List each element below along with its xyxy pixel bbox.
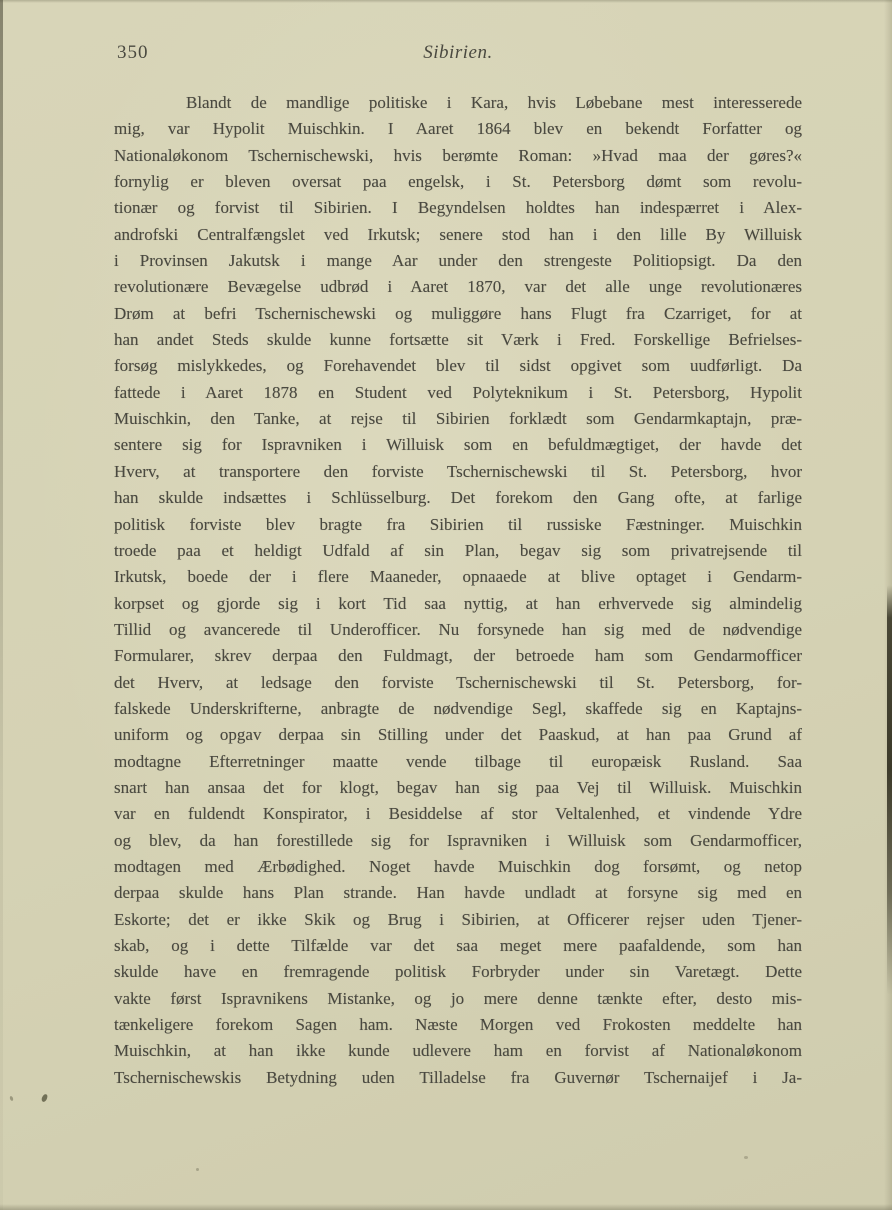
text-line: Formularer, skrev derpaa den Fuldmagt, der betroede ham som Gendarmofficer [114, 646, 802, 666]
paper-speck [744, 1156, 748, 1159]
text-line: vakte først Ispravnikens Mistanke, og jo mere denne tænkte efter, desto mis- [114, 988, 802, 1008]
text-line: troede paa et heldigt Udfald af sin Plan, begav sig som privatrejsende til [114, 540, 802, 560]
text-line: sentere sig for Ispravniken i Willuisk som en befuldmægtiget, der havde det [114, 435, 802, 455]
text-line: Muischkin, at han ikke kunde udlevere ham en forvist af Nationaløkonom [114, 1041, 802, 1061]
page-number: 350 [117, 42, 149, 63]
text-line: Hverv, at transportere den forviste Tschernischewski til St. Petersborg, hvor [114, 461, 802, 481]
text-line: forsøg mislykkedes, og Forehavendet blev til sidst opgivet som uudførligt. Da [114, 356, 802, 376]
text-line: tionær og forvist til Sibirien. I Begyndelsen holdtes han indespærret i Alex- [114, 198, 802, 218]
text-line: skab, og i dette Tilfælde var det saa meget mere paafaldende, som han [114, 936, 802, 955]
text-line: Blandt de mandlige politiske i Kara, hvis Løbebane mest interesserede [186, 93, 802, 112]
text-line: Eskorte; det er ikke Skik og Brug i Sibirien, at Officerer rejser uden Tjener- [114, 909, 802, 929]
text-line: det Hverv, at ledsage den forviste Tschernischewski til St. Petersborg, for- [114, 672, 802, 692]
text-line: korpset og gjorde sig i kort Tid saa nyttig, at han erhvervede sig almindelig [114, 593, 802, 613]
text-line: mig, var Hypolit Muischkin. I Aaret 1864 blev en bekendt Forfatter og [114, 119, 802, 139]
text-line: og blev, da han forestillede sig for Ispravniken i Willuisk som Gendarmofficer, [114, 830, 802, 850]
body-text [114, 90, 802, 1091]
page-edge-bottom [0, 1204, 892, 1210]
text-line: fornylig er bleven oversat paa engelsk, i St. Petersborg dømt som revolu- [114, 172, 802, 192]
paper-speck [41, 1093, 48, 1102]
text-line: revolutionære Bevægelse udbrød i Aaret 1870, var det alle unge revolutionæres [114, 277, 802, 297]
running-title: Sibirien. [423, 42, 493, 63]
text-line: modtagen med Ærbødighed. Noget havde Muischkin dog forsømt, og netop [114, 856, 802, 876]
page-edge-top [0, 0, 892, 3]
paper-speck [9, 1096, 14, 1102]
text-line: Drøm at befri Tschernischewski og muliggøre hans Flugt fra Czarriget, for at [114, 303, 802, 323]
text-line: Tillid og avancerede til Underofficer. Nu forsynede han sig med de nødvendige [114, 619, 802, 639]
text-line: skulde have en fremragende politisk Forbryder under sin Varetægt. Dette [114, 962, 802, 982]
text-line: modtagne Efterretninger maatte vende tilbage til europæisk Rusland. Saa [114, 751, 802, 771]
text-line: falskede Underskrifterne, anbragte de nødvendige Segl, skaffede sig en Kaptajns- [114, 698, 802, 718]
text-line: tænkeligere forekom Sagen ham. Næste Morgen ved Frokosten meddelte han [114, 1015, 802, 1035]
text-line: androfski Centralfængslet ved Irkutsk; senere stod han i den lille By Willuisk [114, 224, 802, 244]
page-header [114, 42, 802, 66]
paper-speck [196, 1168, 199, 1171]
text-line: fattede i Aaret 1878 en Student ved Polyteknikum i St. Petersborg, Hypolit [114, 382, 802, 402]
binding-shadow [887, 585, 892, 995]
text-line: politisk forviste blev bragte fra Sibirien til russiske Fæstninger. Muischkin [114, 514, 802, 534]
text-line: Irkutsk, boede der i flere Maaneder, opnaaede at blive optaget i Gendarm- [114, 567, 802, 587]
text-line: Nationaløkonom Tschernischewski, hvis berømte Roman: »Hvad maa der gøres?« [114, 145, 802, 165]
text-line: var en fuldendt Konspirator, i Besiddelse af stor Veltalenhed, et vindende Ydre [114, 804, 802, 824]
page-edge-left [0, 0, 3, 1210]
text-line: i Provinsen Jakutsk i mange Aar under den strengeste Politiopsigt. Da den [114, 251, 802, 271]
text-line: Muischkin, den Tanke, at rejse til Sibirien forklædt som Gendarmkaptajn, præ- [114, 409, 802, 429]
text-line: han andet Steds skulde kunne fortsætte sit Værk i Fred. Forskellige Befrielses- [114, 330, 802, 350]
text-line: derpaa skulde hans Plan strande. Han havde undladt at forsyne sig med en [114, 883, 802, 903]
text-line: snart han ansaa det for klogt, begav han sig paa Vej til Willuisk. Muischkin [114, 777, 802, 797]
text-line: uniform og opgav derpaa sin Stilling under det Paaskud, at han paa Grund af [114, 725, 802, 745]
text-line: han skulde indsættes i Schlüsselburg. Det forekom den Gang ofte, at farlige [114, 488, 802, 508]
text-line: Tschernischewskis Betydning uden Tilladelse fra Guvernør Tschernaijef i Ja- [114, 1067, 802, 1087]
